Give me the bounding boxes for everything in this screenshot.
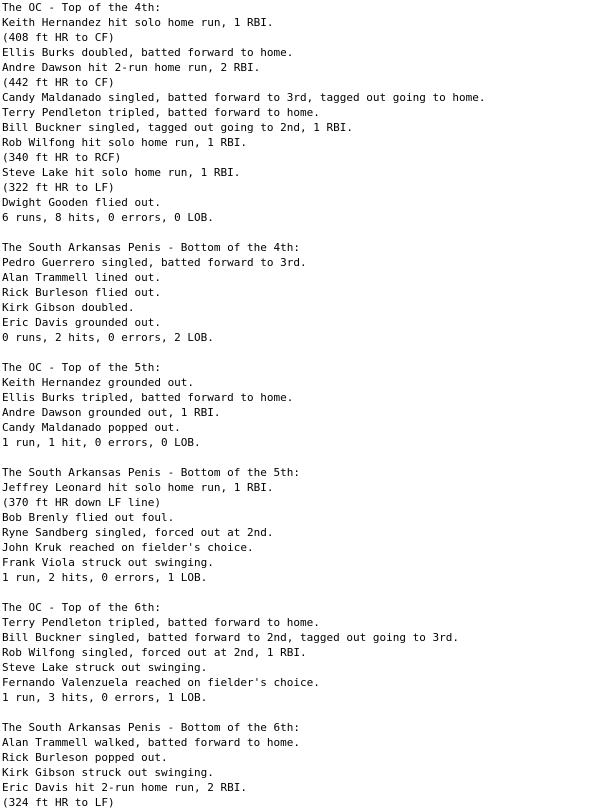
inning-summary: 0 runs, 2 hits, 0 errors, 2 LOB. xyxy=(2,331,214,344)
inning-section xyxy=(2,240,611,345)
play-line: Dwight Gooden flied out. xyxy=(2,196,161,209)
play-line: Steve Lake hit solo home run, 1 RBI. xyxy=(2,166,241,179)
play-line: Ryne Sandberg singled, forced out at 2nd. xyxy=(2,526,274,539)
inning-header: The South Arkansas Penis - Bottom of the 4th: xyxy=(2,241,301,254)
play-line: Andre Dawson grounded out, 1 RBI. xyxy=(2,406,221,419)
play-line: Candy Maldanado popped out. xyxy=(2,421,181,434)
play-line: Ellis Burks tripled, batted forward to home. xyxy=(2,391,294,404)
inning-section xyxy=(2,600,611,705)
play-line: Terry Pendleton tripled, batted forward to home. xyxy=(2,616,320,629)
inning-summary: 1 run, 1 hit, 0 errors, 0 LOB. xyxy=(2,436,201,449)
play-line: Rick Burleson popped out. xyxy=(2,751,168,764)
inning-summary: 1 run, 3 hits, 0 errors, 1 LOB. xyxy=(2,691,208,704)
inning-section xyxy=(2,465,611,585)
inning-summary: 1 run, 2 hits, 0 errors, 1 LOB. xyxy=(2,571,208,584)
blank-line xyxy=(2,225,611,240)
play-line: Eric Davis grounded out. xyxy=(2,316,161,329)
inning-header: The OC - Top of the 6th: xyxy=(2,601,161,614)
play-line: Frank Viola struck out swinging. xyxy=(2,556,214,569)
blank-line xyxy=(2,345,611,360)
play-line: Steve Lake struck out swinging. xyxy=(2,661,208,674)
play-line: Bob Brenly flied out foul. xyxy=(2,511,175,524)
blank-line xyxy=(2,705,611,720)
blank-line xyxy=(2,585,611,600)
play-line: Alan Trammell lined out. xyxy=(2,271,161,284)
play-line: (370 ft HR down LF line) xyxy=(2,496,161,509)
play-line: Keith Hernandez hit solo home run, 1 RBI. xyxy=(2,16,274,29)
inning-section xyxy=(2,0,611,225)
play-line: Rob Wilfong hit solo home run, 1 RBI. xyxy=(2,136,248,149)
inning-header: The South Arkansas Penis - Bottom of the 6th: xyxy=(2,721,301,734)
play-line: (340 ft HR to RCF) xyxy=(2,151,122,164)
play-line: Bill Buckner singled, tagged out going to 2nd, 1 RBI. xyxy=(2,121,353,134)
play-line: Terry Pendleton tripled, batted forward to home. xyxy=(2,106,320,119)
inning-header: The OC - Top of the 4th: xyxy=(2,1,161,14)
play-line: (324 ft HR to LF) xyxy=(2,796,115,809)
play-line: John Kruk reached on fielder's choice. xyxy=(2,541,254,554)
play-line: (442 ft HR to CF) xyxy=(2,76,115,89)
play-line: Keith Hernandez grounded out. xyxy=(2,376,195,389)
play-line: Andre Dawson hit 2-run home run, 2 RBI. xyxy=(2,61,261,74)
inning-section xyxy=(2,360,611,450)
play-line: Pedro Guerrero singled, batted forward to 3rd. xyxy=(2,256,307,269)
inning-summary: 6 runs, 8 hits, 0 errors, 0 LOB. xyxy=(2,211,214,224)
play-line: Alan Trammell walked, batted forward to home. xyxy=(2,736,301,749)
play-line: Rick Burleson flied out. xyxy=(2,286,161,299)
play-line: Bill Buckner singled, batted forward to 2nd, tagged out going to 3rd. xyxy=(2,631,459,644)
play-line: Candy Maldanado singled, batted forward to 3rd, tagged out going to home. xyxy=(2,91,486,104)
inning-header: The South Arkansas Penis - Bottom of the 5th: xyxy=(2,466,301,479)
play-line: Fernando Valenzuela reached on fielder's choice. xyxy=(2,676,320,689)
inning-header: The OC - Top of the 5th: xyxy=(2,361,161,374)
play-line: Ellis Burks doubled, batted forward to home. xyxy=(2,46,294,59)
play-line: (408 ft HR to CF) xyxy=(2,31,115,44)
play-line: Rob Wilfong singled, forced out at 2nd, 1 RBI. xyxy=(2,646,307,659)
blank-line xyxy=(2,450,611,465)
play-line: Kirk Gibson struck out swinging. xyxy=(2,766,214,779)
play-line: Kirk Gibson doubled. xyxy=(2,301,135,314)
play-line: Eric Davis hit 2-run home run, 2 RBI. xyxy=(2,781,248,794)
inning-section xyxy=(2,720,611,810)
play-line: Jeffrey Leonard hit solo home run, 1 RBI. xyxy=(2,481,274,494)
play-line: (322 ft HR to LF) xyxy=(2,181,115,194)
